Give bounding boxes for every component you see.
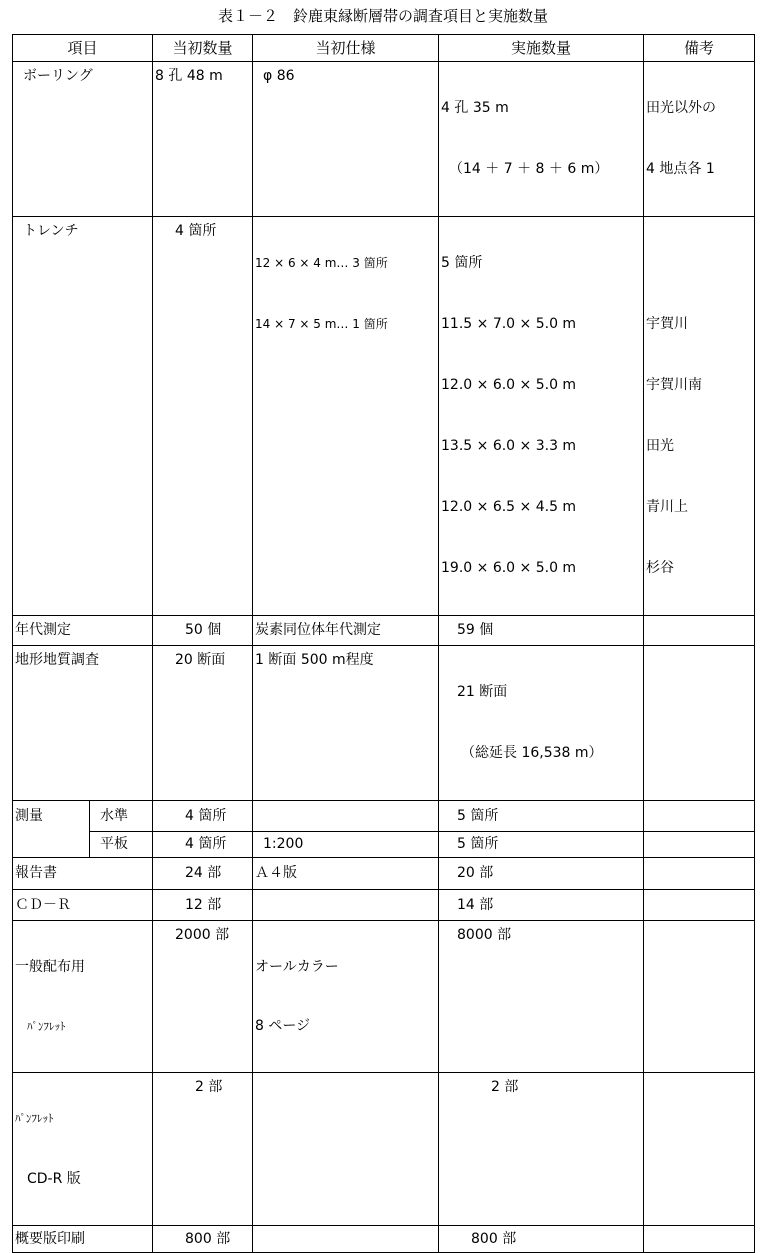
survey-plane-initial-spec-text: 1:200 [263,836,304,852]
table-row-survey-plane [13,832,755,858]
summary-actual-text: 800 部 [471,1231,517,1247]
survey-plane-initial-spec [253,832,439,858]
survey-level-initial-qty [153,801,253,832]
pamphlet-cdr-initial-qty [153,1073,253,1226]
survey-level-sub [90,801,153,832]
trench-actual-line-1: 5 箇所 [441,255,483,271]
cdr-item [13,890,153,921]
pamphlet-cdr-item-line-1: ﾊﾟﾝﾌﾚｯﾄ [15,1112,54,1125]
dating-actual [439,616,644,646]
header-row [13,35,755,62]
dating-initial-spec [253,616,439,646]
pamphlet-cdr-item [13,1073,153,1226]
boring-item-text: ボーリング [23,68,93,84]
pamphlet-remarks [644,921,755,1073]
pamphlet-cdr-initial-spec [253,1073,439,1226]
boring-initial-spec [253,62,439,217]
cdr-actual-text: 14 部 [457,897,494,913]
survey-plane-actual-text: 5 箇所 [457,836,499,852]
cdr-initial-qty-text: 12 部 [185,897,222,913]
survey-table [12,34,755,1253]
survey-level-initial-qty-text: 4 箇所 [185,808,227,824]
cdr-initial-spec-text [255,890,436,920]
boring-remarks-line-2: 4 地点各 1 [646,161,715,177]
geology-actual-line-1: 21 断面 [457,684,508,700]
trench-item [13,217,153,616]
report-actual-text: 20 部 [457,865,494,881]
survey-level-sub-text: 水準 [100,808,128,824]
cdr-actual [439,890,644,921]
cdr-item-text: ＣＤ－Ｒ [15,897,71,913]
pamphlet-cdr-actual-text: 2 部 [491,1079,519,1095]
trench-actual-line-4: 13.5 × 6.0 × 3.3 m [441,438,577,454]
trench-remarks-line-3: 田光 [646,438,675,454]
table-title: 表１－２ 鈴鹿東縁断層帯の調査項目と実施数量 [217,7,548,25]
header-item: 項目 [13,35,153,62]
dating-item [13,616,153,646]
boring-actual-line-1: 4 孔 35 m [441,100,509,116]
boring-initial-spec-text: φ 86 [263,68,295,84]
boring-actual [439,62,644,217]
dating-item-text: 年代測定 [15,622,71,638]
dating-initial-spec-text: 炭素同位体年代測定 [255,622,382,638]
trench-remarks-line-2: 宇賀川南 [646,377,703,393]
report-initial-qty-text: 24 部 [185,865,222,881]
trench-spec-line-2: 14 × 7 × 5 m… 1 箇所 [255,317,388,331]
boring-item [13,62,153,217]
table-row-dating [13,616,755,646]
pamphlet-spec-line-2: 8 ページ [255,1018,311,1034]
pamphlet-item-line-2: ﾊﾟﾝﾌﾚｯﾄ [27,1020,66,1033]
geology-initial-spec-text: 1 断面 500 m程度 [255,652,374,668]
trench-remarks-line-1: 宇賀川 [646,316,689,332]
report-actual [439,858,644,890]
pamphlet-item-line-1: 一般配布用 [15,959,85,975]
cdr-initial-spec [253,890,439,921]
header-actual: 実施数量 [439,35,644,62]
table-row-geology [13,646,755,801]
survey-level-actual [439,801,644,832]
boring-remarks-line-1: 田光以外の [646,100,717,116]
boring-actual-line-2: （14 ＋ 7 ＋ 8 ＋ 6 m） [449,161,609,177]
dating-remarks [644,616,755,646]
table-row-survey-level [13,801,755,832]
table-row-boring [13,62,755,217]
summary-actual [439,1226,644,1253]
survey-plane-sub-text: 平板 [100,836,128,852]
table-row-summary [13,1226,755,1253]
trench-actual-line-6: 19.0 × 6.0 × 5.0 m [441,560,577,576]
survey-plane-initial-qty [153,832,253,858]
report-initial-spec-text: Ａ４版 [255,865,298,881]
geology-item [13,646,153,801]
trench-initial-qty-text: 4 箇所 [175,223,217,239]
pamphlet-spec-line-1: オールカラー [255,959,339,975]
pamphlet-cdr-initial-qty-text: 2 部 [195,1079,223,1095]
trench-remarks-line-4: 青川上 [646,499,689,515]
pamphlet-item [13,921,153,1073]
dating-actual-text: 59 個 [457,622,494,638]
survey-item-text: 測量 [15,808,43,824]
header-remarks: 備考 [644,35,755,62]
report-initial-qty [153,858,253,890]
trench-actual [439,217,644,616]
trench-initial-qty [153,217,253,616]
pamphlet-cdr-remarks [644,1073,755,1226]
summary-remarks [644,1226,755,1253]
survey-item [13,801,90,858]
survey-plane-remarks [644,832,755,858]
trench-remarks [644,217,755,616]
survey-plane-initial-qty-text: 4 箇所 [185,836,227,852]
pamphlet-initial-qty [153,921,253,1073]
survey-level-remarks [644,801,755,832]
table-row-cdr [13,890,755,921]
survey-level-actual-text: 5 箇所 [457,808,499,824]
geology-item-text: 地形地質調査 [15,652,99,668]
trench-actual-line-5: 12.0 × 6.5 × 4.5 m [441,499,577,515]
geology-initial-qty-text: 20 断面 [175,652,226,668]
survey-level-initial-spec [253,801,439,832]
trench-spec-line-1: 12 × 6 × 4 m… 3 箇所 [255,256,388,270]
boring-initial-qty [153,62,253,217]
report-item-text: 報告書 [15,865,57,881]
pamphlet-cdr-actual [439,1073,644,1226]
survey-plane-actual [439,832,644,858]
report-item [13,858,153,890]
summary-initial-qty [153,1226,253,1253]
trench-item-text: トレンチ [23,223,79,239]
pamphlet-initial-qty-text: 2000 部 [175,927,230,943]
report-remarks [644,858,755,890]
pamphlet-cdr-item-line-2: CD-R 版 [27,1171,81,1187]
header-initial-qty: 当初数量 [153,35,253,62]
boring-remarks [644,62,755,217]
trench-actual-line-2: 11.5 × 7.0 × 5.0 m [441,316,577,332]
summary-initial-spec [253,1226,439,1253]
trench-actual-line-3: 12.0 × 6.0 × 5.0 m [441,377,577,393]
report-initial-spec [253,858,439,890]
table-row-report [13,858,755,890]
header-initial-spec: 当初仕様 [253,35,439,62]
pamphlet-actual [439,921,644,1073]
table-row-pamphlet [13,921,755,1073]
dating-initial-qty-text: 50 個 [185,622,222,638]
trench-remarks-line-5: 杉谷 [646,560,675,576]
survey-level-initial-spec-text [255,801,436,831]
geology-initial-qty [153,646,253,801]
summary-item-text: 概要版印刷 [15,1231,85,1247]
table-row-pamphlet-cdr [13,1073,755,1226]
summary-item [13,1226,153,1253]
cdr-initial-qty [153,890,253,921]
trench-initial-spec [253,217,439,616]
geology-actual [439,646,644,801]
survey-plane-sub [90,832,153,858]
dating-initial-qty [153,616,253,646]
pamphlet-initial-spec [253,921,439,1073]
cdr-remarks [644,890,755,921]
geology-actual-line-2: （総延長 16,538 m） [461,745,603,761]
pamphlet-actual-text: 8000 部 [457,927,512,943]
summary-initial-qty-text: 800 部 [185,1231,231,1247]
geology-remarks [644,646,755,801]
geology-initial-spec [253,646,439,801]
boring-initial-qty-text: 8 孔 48 m [155,68,223,84]
table-row-trench [13,217,755,616]
